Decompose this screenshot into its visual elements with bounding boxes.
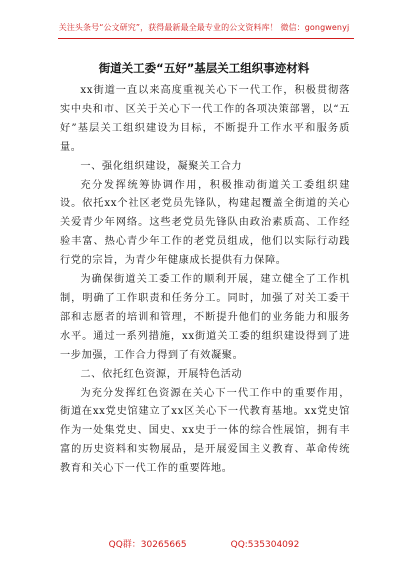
- header-divider: [58, 38, 354, 39]
- paragraph-intro: xx街道一直以来高度重视关心下一代工作，积极贯彻落实中央和市、区关于关心下一代工作的各项决策部署，以“五好”基层关工组织建设为目标，不断提升工作水平和服务质量。: [60, 85, 350, 153]
- footer-qq: QQ:535304092: [230, 540, 300, 550]
- footer-contact: [0, 537, 408, 550]
- section-heading-1: 一、强化组织建设，凝聚关工合力: [80, 160, 243, 172]
- section-heading-2: 二、依托红色资源，开展特色活动: [80, 368, 243, 380]
- footer-qq-group: QQ群：30265665: [108, 540, 187, 550]
- document-body: [60, 82, 350, 479]
- paragraph-section1-b: 为确保街道关工委工作的顺利开展，建立健全了工作机制，明确了工作职责和任务分工。同时，加强了对关工委干部和志愿者的培训和管理，不断提升他们的业务能力和服务水平。通过一系列措施，xx街道关工委的组织建设得到了进一步加强，工作合力得到了有效凝聚。: [60, 274, 350, 361]
- header-banner: 关注头条号“公文研究”，获得最新最全最专业的公文资料库！ 微信：gongwenyj: [58, 23, 350, 32]
- document-title: 街道关工委“五好”基层关工组织事迹材料: [98, 61, 310, 75]
- paragraph-section1-a: 充分发挥统筹协调作用，积极推动街道关工委组织建设。依托xx个社区老党员先锋队，构建起覆盖全街道的关心关爱青少年网络。这些老党员先锋队由政治素质高、工作经验丰富、热心青少年工作的老党员组成，他们以实际行动践行党的宗旨，为青少年健康成长提供有力保障。: [60, 179, 350, 267]
- paragraph-section2-a: 为充分发挥红色资源在关心下一代工作中的重要作用，街道在xx党史馆建立了xx区关心下一代教育基地。xx党史馆作为一处集党史、国史、xx史于一体的综合性展馆，拥有丰富的历史资料和实物展品，是开展爱国主义教育、革命传统教育和关心下一代工作的重要阵地。: [60, 387, 350, 475]
